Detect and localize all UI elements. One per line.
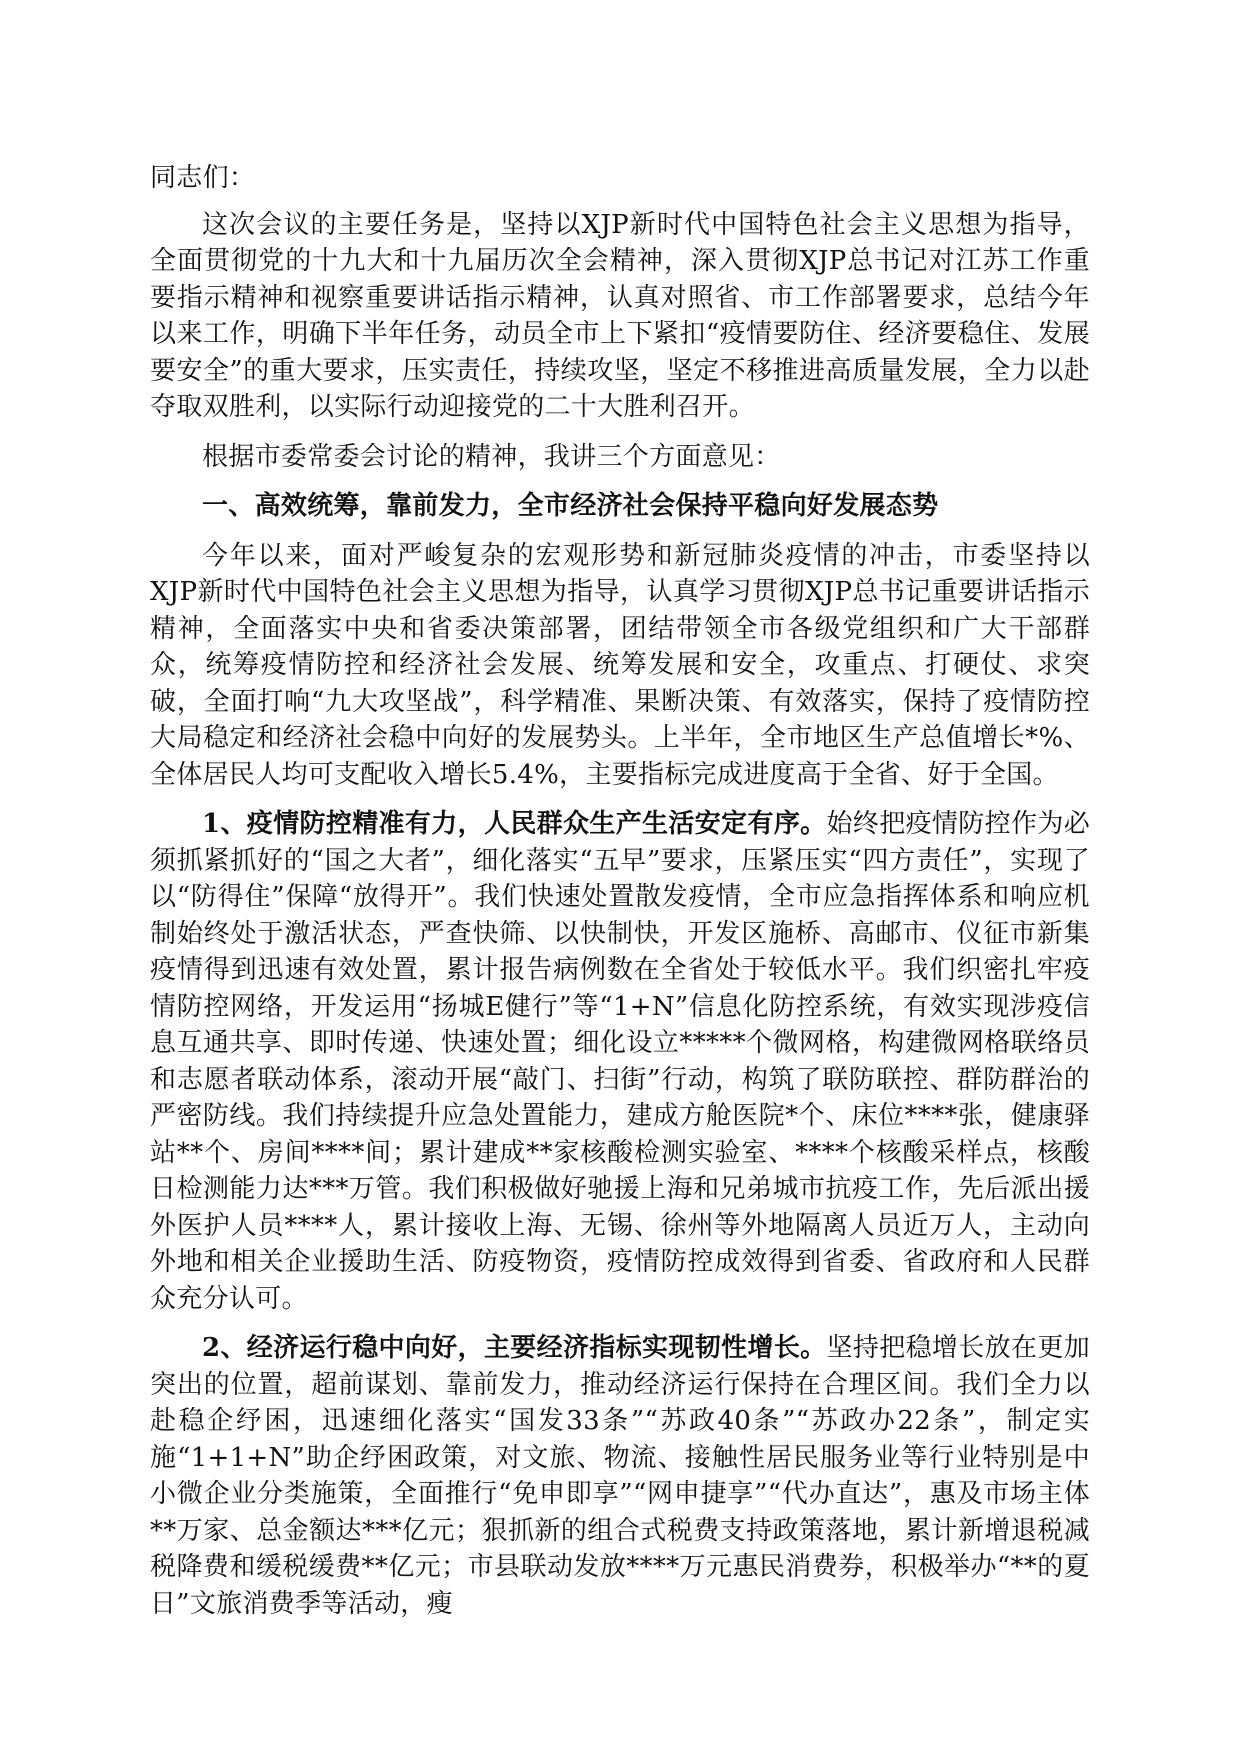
point-1-title: 1、疫情防控精准有力，人民群众生产生活安定有序。: [202, 809, 827, 839]
point-2-paragraph: [150, 1330, 1090, 1622]
point-2-body: 坚持把稳增长放在更加突出的位置，超前谋划、靠前发力，推动经济运行保持在合理区间。我们全力以赴稳企纾困，迅速细化落实“国发33条”“苏政40条”“苏政办22条”，制定实施“1+1+N”助企纾困政策，对文旅、物流、接触性居民服务业等行业特别是中小微企业分类施策，全面推行“免申即享”“网申捷享”“代办直达”，惠及市场主体**万家、总金额达***亿元；狠抓新的组合式税费支持政策落地，累计新增退税减税降费和缓税缓费**亿元；市县联动发放****万元惠民消费券，积极举办“**的夏日”文旅消费季等活动，瘦: [150, 1333, 1090, 1619]
section-heading-1: 一、高效统筹，靠前发力，全市经济社会保持平稳向好发展态势: [202, 491, 939, 521]
document-page: [150, 160, 1090, 1635]
greeting: 同志们：: [150, 163, 256, 193]
point-1-paragraph: [150, 806, 1090, 1317]
point-1-body: 始终把疫情防控作为必须抓紧抓好的“国之大者”，细化落实“五早”要求，压紧压实“四方责任”，实现了以“防得住”保障“放得开”。我们快速处置散发疫情，全市应急指挥体系和响应机制始终处于激活状态，严查快筛、以快制快，开发区施桥、高邮市、仪征市新集疫情得到迅速有效处置，累计报告病例数在全省处于较低水平。我们织密扎牢疫情防控网络，开发运用“扬城E健行”等“1+N”信息化防控系统，有效实现涉疫信息互通共享、即时传递、快速处置；细化设立*****个微网格，构建微网格联络员和志愿者联动体系，滚动开展“敲门、扫街”行动，构筑了联防联控、群防群治的严密防线。我们持续提升应急处置能力，建成方舱医院*个、床位****张，健康驿站**个、房间****间；累计建成**家核酸检测实验室、****个核酸采样点，核酸日检测能力达***万管。我们积极做好驰援上海和兄弟城市抗疫工作，先后派出援外医护人员****人，累计接收上海、无锡、徐州等外地隔离人员近万人，主动向外地和相关企业援助生活、防疫物资，疫情防控成效得到省委、省政府和人民群众充分认可。: [150, 809, 1091, 1314]
transition-paragraph: 根据市委常委会讨论的精神，我讲三个方面意见：: [202, 441, 781, 472]
intro-paragraph: 这次会议的主要任务是，坚持以XJP新时代中国特色社会主义思想为指导，全面贯彻党的十九大和十九届历次全会精神，深入贯彻XJP总书记对江苏工作重要指示精神和视察重要讲话指示精神，认真对照省、市工作部署要求，总结今年以来工作，明确下半年任务，动员全市上下紧扣“疫情要防住、经济要稳住、发展要安全”的重大要求，压实责任，持续攻坚，坚定不移推进高质量发展，全力以赴夺取双胜利，以实际行动迎接党的二十大胜利召开。: [150, 209, 1090, 422]
point-2-title: 2、经济运行稳中向好，主要经济指标实现韧性增长。: [202, 1333, 827, 1363]
section-1-paragraph: 今年以来，面对严峻复杂的宏观形势和新冠肺炎疫情的冲击，市委坚持以XJP新时代中国特色社会主义思想为指导，认真学习贯彻XJP总书记重要讲话指示精神，全面落实中央和省委决策部署，团结带领全市各级党组织和广大干部群众，统筹疫情防控和经济社会发展、统筹发展和安全，攻重点、打硬仗、求突破，全面打响“九大攻坚战”，科学精准、果断决策、有效落实，保持了疫情防控大局稳定和经济社会稳中向好的发展势头。上半年，全市地区生产总值增长*%、全体居民人均可支配收入增长5.4%，主要指标完成进度高于全省、好于全国。: [150, 540, 1090, 790]
